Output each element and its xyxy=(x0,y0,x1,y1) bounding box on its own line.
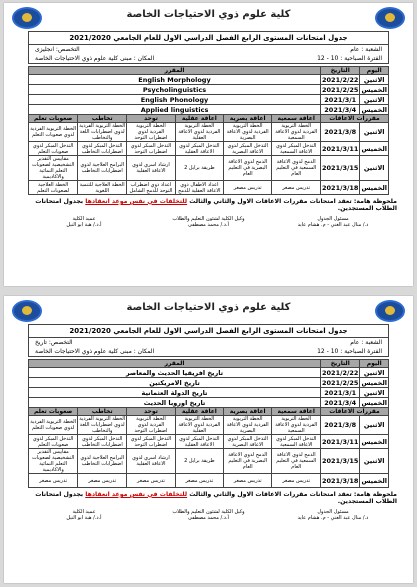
place-label: المكان : مبنى كلية علوم ذوي الاحتياجات الخاصة xyxy=(35,55,155,62)
exam-title: جدول امتحانات المستوى الرابع الفصل الدراسي الاول للعام الجامعي 2021/2020 xyxy=(29,325,388,338)
col-disab-0: اعاقة سمعية xyxy=(272,408,321,416)
course-row xyxy=(29,378,389,388)
disability-course-cell: التدخل المبكر لذوي صعوبات التعلم xyxy=(29,142,78,156)
disability-course-cell: التدخل المبكر لذوي الاعاقة السمعية xyxy=(272,435,321,449)
col-date: التاريخ xyxy=(321,67,360,75)
disability-row xyxy=(29,449,389,474)
note-prefix: ملحوظة هامة: xyxy=(353,491,397,498)
date-cell: 2021/3/18 xyxy=(321,181,360,195)
day-cell: الاثنين xyxy=(360,156,389,181)
page-header xyxy=(4,296,413,324)
col-disab-0: اعاقة سمعية xyxy=(272,115,321,123)
date-cell: 2021/3/8 xyxy=(321,123,360,142)
sig-left-name: أ.د./ هبة ابو النيل xyxy=(66,515,102,521)
disability-course-cell: تدريس مصغر xyxy=(272,474,321,488)
note-underline: للتخلفات في نفس موعد انعقادها xyxy=(85,198,188,205)
course-cell: English Morphology xyxy=(29,75,321,85)
sig-mid-name: أ.د./ محمد مصطفى xyxy=(188,222,229,228)
disability-course-cell: مقاييس التقدير التشخيصية لصعوبات التعلم النمائية والاكاديمية xyxy=(29,449,78,474)
disability-row xyxy=(29,416,389,435)
important-note xyxy=(20,491,397,505)
disability-course-cell: البرامج العلاجية لذوي اضطرابات التخاطب xyxy=(78,156,127,181)
disability-course-cell: التدخل المبكر لذوي الاعاقة العقلية xyxy=(175,142,223,156)
day-cell: الخميس xyxy=(360,142,389,156)
disability-course-cell: الدمج لذوي الاعاقة البصرية في التعليم العام xyxy=(223,449,271,474)
disability-course-cell: التدخل المبكر لذوي صعوبات التعلم xyxy=(29,435,78,449)
disability-course-cell: طريقة برايل 2 xyxy=(175,156,223,181)
disability-course-cell: التدخل المبكر لذوي الاعاقة البصرية xyxy=(223,435,271,449)
disability-course-cell: الخطة العلاجية للتنمية اللغوية xyxy=(79,181,125,194)
course-row xyxy=(29,105,389,115)
disability-course-cell: التدخل المبكر لذوي الاعاقة السمعية xyxy=(272,142,321,156)
col-disab-5: صعوبات تعلم xyxy=(29,408,78,416)
col-course: المقرر xyxy=(29,360,321,368)
date-cell: 2021/2/22 xyxy=(322,75,359,84)
col-disab-3: توحد xyxy=(127,115,176,123)
date-cell: 2021/3/8 xyxy=(321,416,360,435)
col-disab-2: اعاقة عقلية xyxy=(175,115,223,123)
disability-course-cell: الخطة التربوية الفردية لذوي الاعاقة العقلية xyxy=(175,416,223,435)
disability-row xyxy=(29,435,389,449)
course-cell: Applied linguistics xyxy=(29,105,321,115)
page-header xyxy=(4,3,413,31)
day-cell: الخميس xyxy=(360,474,389,488)
disability-row xyxy=(29,156,389,181)
disability-row xyxy=(29,181,389,195)
day-cell: الاثنين xyxy=(360,123,389,142)
signatures xyxy=(24,509,393,521)
disability-course-cell: الخطة التربوية الفردية لذوي اضطرابات اللغة والتخاطب xyxy=(79,123,126,141)
disability-course-cell: الخطة التربوية الفردية لذوي اضطراب التوحد xyxy=(127,416,176,435)
date-cell: 2021/2/25 xyxy=(322,378,359,387)
course-table xyxy=(28,359,389,488)
disability-course-cell: الخطة التربوية الفردية لذوي الاعاقة السمعية xyxy=(272,123,321,142)
col-course: المقرر xyxy=(29,67,321,75)
note-suffix: بجدول امتحانات الطلاب المستجدين. xyxy=(35,491,397,505)
course-row xyxy=(29,388,389,398)
disability-course-cell: تدريس مصغر xyxy=(127,474,176,488)
exam-info-box xyxy=(28,31,389,64)
date-cell: 2021/3/4 xyxy=(321,398,360,408)
college-logo-icon xyxy=(375,300,405,322)
note-text: تعقد امتحانات مقررات الاعاقات الاول والثاني والثالث xyxy=(189,198,352,205)
disability-course-cell: تدريس مصغر xyxy=(223,181,271,195)
disability-course-cell: الدمج لذوي الاعاقة البصرية في التعليم العام xyxy=(223,156,271,181)
col-disabilities: مقررات الاعاقات xyxy=(321,408,389,416)
course-row xyxy=(29,368,389,378)
day-cell: الاثنين xyxy=(360,95,389,105)
branch-label: الشعبة : عام xyxy=(350,46,382,53)
exam-info-box xyxy=(28,324,389,357)
disability-row xyxy=(29,142,389,156)
col-disab-5: صعوبات تعلم xyxy=(29,115,78,123)
disability-course-cell: تدريس مصغر xyxy=(78,474,127,488)
sig-left-title: عميد الكلية xyxy=(72,509,96,515)
disability-course-cell: اعداد الاطفال ذوي الاعاقة العقلية للدمج xyxy=(175,181,223,195)
course-cell: تاريخ افريقيا الحديث والمعاصر xyxy=(29,368,321,378)
disability-course-cell: الدمج لذوي الاعاقة السمعية في التعليم العام xyxy=(272,156,321,181)
disability-course-cell: الخطة التربوية الفردية لذوي الاعاقة البصرية xyxy=(223,416,271,435)
disability-course-cell: التدخل المبكر لذوي اضطرابات التخاطب xyxy=(78,435,127,449)
course-row xyxy=(29,95,389,105)
disability-course-cell: تدريس مصغر xyxy=(272,181,321,195)
sig-left-name: أ.د./ هبة ابو النيل xyxy=(66,222,102,228)
disability-course-cell: البرامج العلاجية لذوي اضطرابات التخاطب xyxy=(78,449,127,474)
disability-row xyxy=(29,123,389,142)
course-cell: English Phonology xyxy=(29,95,321,105)
disability-course-cell: الخطة التربوية الفردية لذوي صعوبات التعلم xyxy=(29,416,78,435)
day-cell: الخميس xyxy=(360,181,389,195)
period-label: الفترة الصباحية : 10 - 12 xyxy=(317,348,382,355)
day-cell: الخميس xyxy=(361,85,387,94)
course-table xyxy=(28,66,389,195)
col-disab-1: اعاقة بصرية xyxy=(223,408,271,416)
disability-course-cell: الخطة التربوية الفردية لذوي الاعاقة البصرية xyxy=(223,123,271,142)
college-title: كلية علوم ذوي الاحتياجات الخاصة xyxy=(126,302,291,313)
col-disab-1: اعاقة بصرية xyxy=(223,115,271,123)
place-label: المكان : مبنى كلية علوم ذوي الاحتياجات الخاصة xyxy=(35,348,155,355)
day-cell: الخميس xyxy=(360,435,389,449)
disability-course-cell: الخطة التربوية الفردية لذوي اضطرابات اللغة والتخاطب xyxy=(79,416,126,434)
disability-course-cell: التدخل المبكر لذوي اضطرابات التخاطب xyxy=(78,142,127,156)
disability-row xyxy=(29,474,389,488)
course-cell: تاريخ الامريكتين xyxy=(29,378,321,388)
day-cell: الاثنين xyxy=(360,449,389,474)
course-row xyxy=(29,75,389,85)
disability-course-cell: التدخل المبكر لذوي الاعاقة العقلية xyxy=(175,435,223,449)
disability-course-cell: اعداد ذوي اضطراب التوحد للدمج الشامل xyxy=(127,181,176,195)
date-cell: 2021/3/4 xyxy=(321,105,360,115)
date-cell: 2021/2/22 xyxy=(322,368,359,377)
course-cell: Psycholinguistics xyxy=(29,85,321,95)
branch-label: الشعبة : عام xyxy=(350,339,382,346)
sig-right-title: مسئول الجدول xyxy=(317,509,349,515)
date-cell: 2021/3/15 xyxy=(321,449,360,474)
sig-right-name: د./ منال عبد الغني - م. هشام عايد xyxy=(297,222,369,228)
sig-mid-name: أ.د./ محمد مصطفى xyxy=(188,515,229,521)
sig-left-title: عميد الكلية xyxy=(72,216,96,222)
date-cell: 2021/3/18 xyxy=(321,474,360,488)
disability-course-cell: الخطة التربوية الفردية لذوي الاعاقة السمعية xyxy=(272,416,321,435)
day-cell: الاثنين xyxy=(360,416,389,435)
day-cell: الاثنين xyxy=(360,368,389,378)
date-cell: 2021/3/1 xyxy=(321,388,360,398)
note-text: تعقد امتحانات مقررات الاعاقات الاول والثاني والثالث xyxy=(189,491,352,498)
course-row xyxy=(29,398,389,408)
col-date: التاريخ xyxy=(321,360,360,368)
disability-course-cell: الخطة التربوية الفردية لذوي اضطراب التوحد xyxy=(127,123,176,142)
col-day: اليوم xyxy=(360,360,389,368)
col-disab-3: توحد xyxy=(127,408,176,416)
day-cell: الخميس xyxy=(361,378,387,387)
page-2 xyxy=(4,296,413,583)
note-suffix: بجدول امتحانات الطلاب المستجدين. xyxy=(35,198,397,212)
date-cell: 2021/2/25 xyxy=(322,85,359,94)
col-disabilities: مقررات الاعاقات xyxy=(321,115,389,123)
period-label: الفترة الصباحية : 10 - 12 xyxy=(317,55,382,62)
disability-course-cell: تدريس مصغر xyxy=(29,474,78,488)
col-disab-2: اعاقة عقلية xyxy=(175,408,223,416)
disability-course-cell: تدريس مصغر xyxy=(223,474,271,488)
course-cell: تاريخ الدولة العثمانية xyxy=(29,388,321,398)
disability-course-cell: ارشاد اسري لذوي الاعاقة العقلية xyxy=(127,156,176,181)
note-prefix: ملحوظة هامة: xyxy=(353,198,397,205)
date-cell: 2021/3/11 xyxy=(321,435,360,449)
sig-mid-title: وكيل الكلية لشئون التعليم والطلاب xyxy=(172,509,245,515)
day-cell: الخميس xyxy=(361,105,387,114)
important-note xyxy=(20,198,397,212)
date-cell: 2021/3/11 xyxy=(321,142,360,156)
disability-course-cell: التدخل المبكر لذوي اضطراب التوحد xyxy=(127,142,176,156)
day-cell: الاثنين xyxy=(360,75,389,85)
signatures xyxy=(24,216,393,228)
course-cell: تاريخ اوروبا الحديث xyxy=(29,398,321,408)
specialty-label: التخصص: تاريخ xyxy=(35,339,73,346)
day-cell: الخميس xyxy=(361,398,387,407)
disability-course-cell: الخطة التربوية الفردية لذوي صعوبات التعلم xyxy=(29,123,78,142)
specialty-label: التخصص: انجليزى xyxy=(35,46,80,53)
note-underline: للتخلفات في نفس موعد انعقادها xyxy=(85,491,188,498)
col-day: اليوم xyxy=(360,67,389,75)
disability-course-cell: تدريس مصغر xyxy=(175,474,223,488)
col-disab-4: تخاطب xyxy=(78,115,127,123)
disability-course-cell: التدخل المبكر لذوي الاعاقة البصرية xyxy=(223,142,271,156)
course-row xyxy=(29,85,389,95)
col-disab-4: تخاطب xyxy=(78,408,127,416)
sig-right-title: مسئول الجدول xyxy=(317,216,349,222)
date-cell: 2021/3/15 xyxy=(321,156,360,181)
disability-course-cell: طريقة برايل 2 xyxy=(175,449,223,474)
college-title: كلية علوم ذوي الاحتياجات الخاصة xyxy=(126,9,291,20)
page-1 xyxy=(4,3,413,286)
date-cell: 2021/3/1 xyxy=(321,95,360,105)
disability-course-cell: الخطة العلاجية لصعوبات التعلم xyxy=(29,181,78,195)
disability-course-cell: التدخل المبكر لذوي اضطراب التوحد xyxy=(127,435,176,449)
exam-title: جدول امتحانات المستوى الرابع الفصل الدراسي الاول للعام الجامعي 2021/2020 xyxy=(29,32,388,45)
sig-right-name: د./ منال عبد الغني - م. هشام عايد xyxy=(297,515,369,521)
college-logo-icon xyxy=(375,7,405,29)
disability-course-cell: ارشاد اسري لذوي الاعاقة العقلية xyxy=(127,449,176,474)
disability-course-cell: الخطة التربوية الفردية لذوي الاعاقة العقلية xyxy=(175,123,223,142)
day-cell: الاثنين xyxy=(360,388,389,398)
disability-course-cell: الدمج لذوي الاعاقة السمعية في التعليم العام xyxy=(272,449,321,474)
sig-mid-title: وكيل الكلية لشئون التعليم والطلاب xyxy=(172,216,245,222)
disability-course-cell: مقاييس التقدير التشخيصية لصعوبات التعلم النمائية والاكاديمية xyxy=(29,156,78,181)
